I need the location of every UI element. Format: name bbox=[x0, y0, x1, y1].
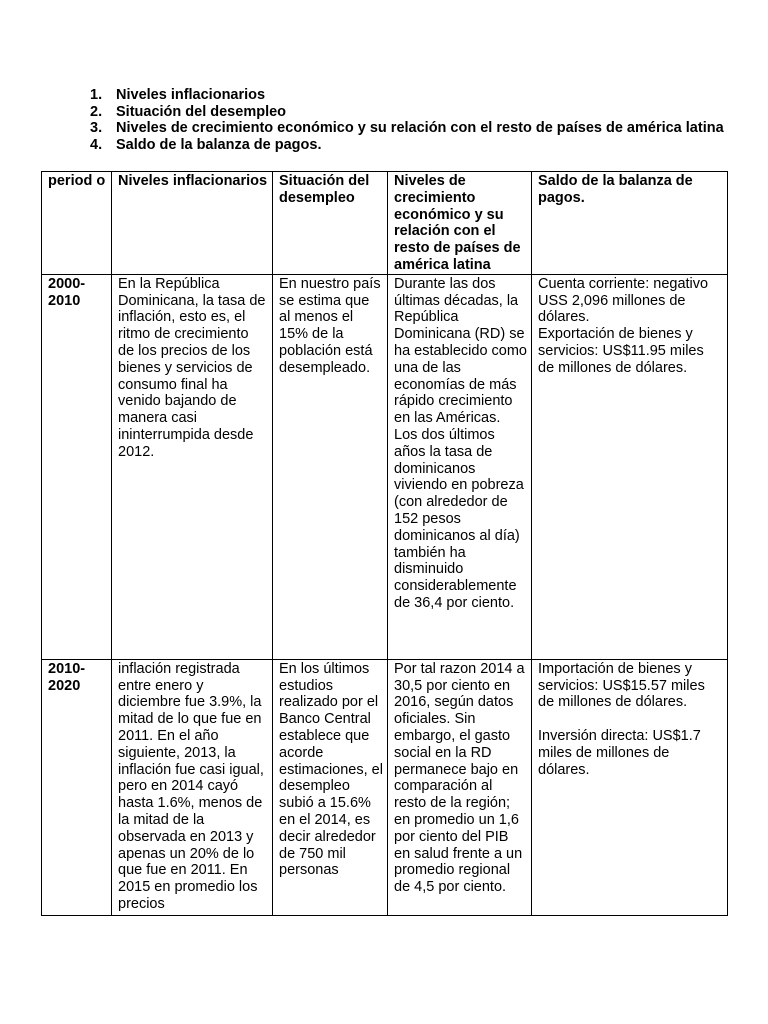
cell-balance bbox=[532, 659, 728, 915]
header-balance: Saldo de la balanza de pagos. bbox=[532, 172, 728, 275]
cell-text: inflación registrada entre enero y diciembre fue 3.9%, la mitad de lo que fue en 2011. En el año siguiente, 2013, la inflación fue casi igual, pero en 2014 cayó hasta 1.6%, menos de la mitad de la observada en 2013 y apenas un 20% de lo que fue en 2011. En 2015 en promedio los precios bbox=[118, 660, 264, 912]
cell-inflation bbox=[112, 659, 273, 915]
cell-text: En los últimos estudios realizado por el Banco Central establece que acorde estimaciones, el desempleo subió a 15.6% en el 2014, es decir alrededor de 750 mil personas bbox=[279, 660, 383, 879]
cell-period: 2000-2010 bbox=[42, 274, 112, 659]
list-number: 3. bbox=[90, 120, 103, 136]
cell-balance bbox=[532, 274, 728, 659]
list-number: 1. bbox=[90, 87, 103, 103]
balance-line: Inversión directa: US$1.7 miles de millones de dólares. bbox=[538, 727, 701, 778]
balance-line: Cuenta corriente: negativo USS 2,096 millones de dólares. bbox=[538, 275, 709, 326]
topics-list bbox=[90, 87, 730, 153]
list-item bbox=[90, 137, 730, 154]
header-inflation: Niveles inflacionarios bbox=[112, 172, 273, 275]
list-item bbox=[90, 87, 730, 104]
cell-unemployment: En nuestro país se estima que al menos el 15% de la población está desempleado. bbox=[273, 274, 388, 659]
list-item bbox=[90, 104, 730, 121]
cell-unemployment bbox=[273, 659, 388, 915]
list-number: 4. bbox=[90, 136, 103, 153]
table-header-row bbox=[42, 172, 728, 275]
cell-period: 2010-2020 bbox=[42, 659, 112, 915]
cell-inflation: En la República Dominicana, la tasa de inflación, esto es, el ritmo de crecimiento de los precios de los bienes y servicios de consumo final ha venido bajando de manera casi ininterrumpida desde 2012. bbox=[112, 274, 273, 659]
cell-text: Por tal razon 2014 a 30,5 por ciento en 2016, según datos oficiales. Sin embargo, el gasto social en la RD permanece bajo en comparación al resto de la región; en promedio un 1,6 por ciento del PIB en salud frente a un promedio regional de 4,5 por ciento. bbox=[394, 660, 525, 896]
balance-line: Exportación de bienes y servicios: US$11.95 miles de millones de dólares. bbox=[538, 326, 704, 376]
economic-indicators-table bbox=[41, 171, 728, 916]
list-number: 2. bbox=[90, 103, 103, 120]
list-text: Niveles de crecimiento económico y su relación con el resto de países de américa latina bbox=[116, 120, 724, 136]
table-row bbox=[42, 659, 728, 915]
header-period: period o bbox=[42, 172, 112, 275]
list-text: Niveles inflacionarios bbox=[116, 87, 266, 103]
header-growth: Niveles de crecimiento económico y su relación con el resto de países de américa latina bbox=[388, 172, 532, 275]
table-row bbox=[42, 274, 728, 659]
list-text: Situación del desempleo bbox=[116, 103, 287, 120]
list-item bbox=[90, 120, 730, 137]
header-unemployment: Situación del desempleo bbox=[273, 172, 388, 275]
cell-growth: Durante las dos últimas décadas, la República Dominicana (RD) se ha establecido como una de las economías de más rápido crecimiento en las Américas. Los dos últimos años la tasa de dominicanos viviendo en pobreza (con alrededor de 152 pesos dominicanos al día) también ha disminuido considerablemente de 36,4 por ciento. bbox=[388, 274, 532, 659]
spacer bbox=[538, 711, 723, 728]
cell-growth bbox=[388, 659, 532, 915]
balance-line: Importación de bienes y servicios: US$15.57 miles de millones de dólares. bbox=[538, 660, 705, 711]
list-text: Saldo de la balanza de pagos. bbox=[116, 136, 322, 153]
